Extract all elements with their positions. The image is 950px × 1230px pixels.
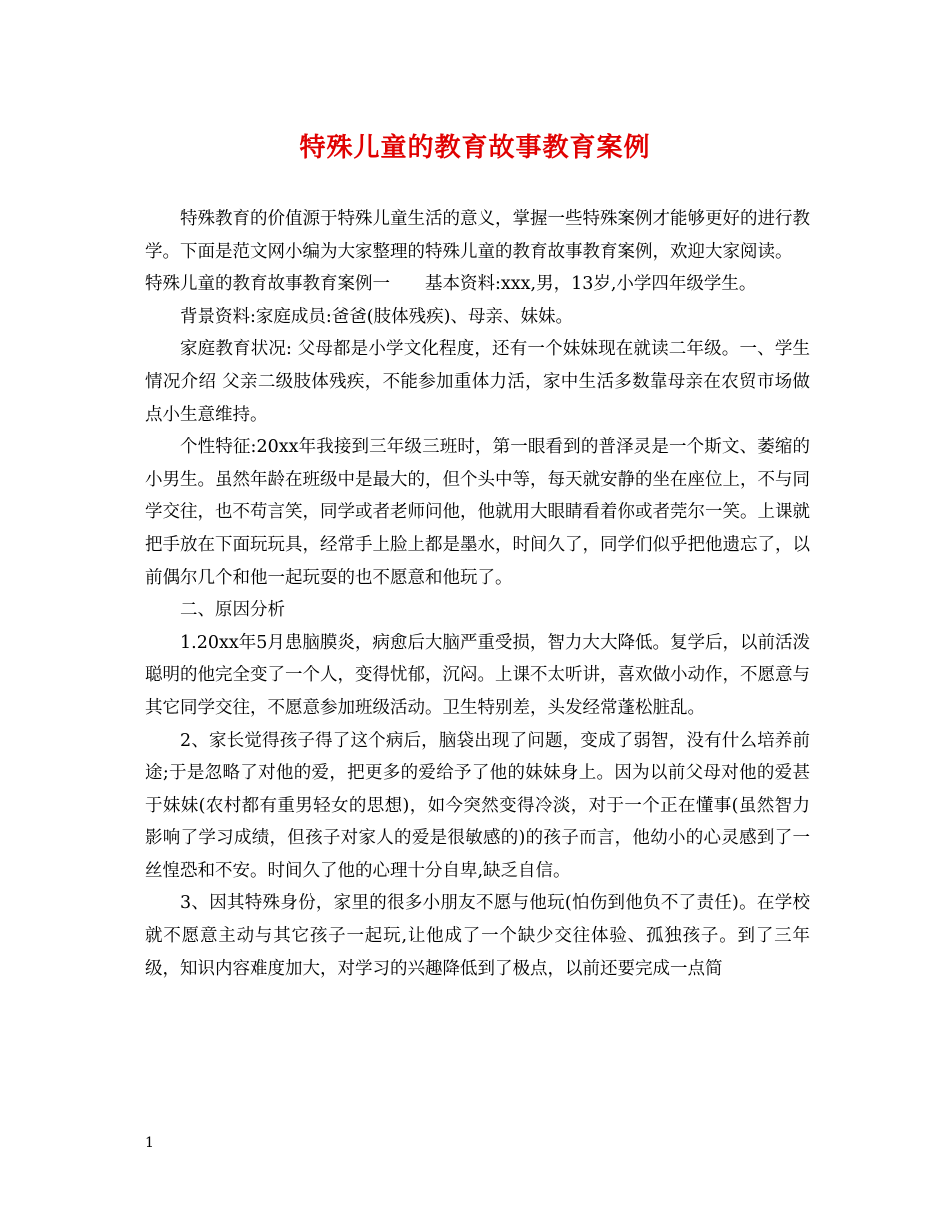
paragraph-cause-3: 3、因其特殊身份，家里的很多小朋友不愿与他玩(怕伤到他负不了责任)。在学校就不愿意主动与其它孩子一起玩,让他成了一个缺少交往体验、孤独孩子。到了三年级，知识内容难度加大，对学习的兴趣降低到了极点，以前还要完成一点简 — [145, 893, 810, 979]
paragraph-cause-2: 2、家长觉得孩子得了这个病后，脑袋出现了问题，变成了弱智，没有什么培养前途;于是忽略了对他的爱，把更多的爱给予了他的妹妹身上。因为以前父母对他的爱甚于妹妹(农村都有重男轻女的思想)，如今突然变得冷淡，对于一个正在懂事(虽然智力影响了学习成绩，但孩子对家人的爱是很敏感的)的孩子而言，他幼小的心灵感到了一丝惶恐和不安。时间久了他的心理十分自卑,缺乏自信。 — [145, 730, 810, 881]
paragraph-section-cause-heading: 二、原因分析 — [180, 600, 285, 621]
page-number: 1 — [145, 1135, 154, 1151]
paragraph-case-heading: 特殊儿童的教育故事教育案例一 基本资料:xxx,男，13岁,小学四年级学生。 — [145, 274, 757, 295]
paragraph-intro: 特殊教育的价值源于特殊儿童生活的意义，掌握一些特殊案例才能够更好的进行教学。下面是范文网小编为大家整理的特殊儿童的教育故事教育案例，欢迎大家阅读。 — [145, 209, 810, 262]
paragraph-family-education: 家庭教育状况: 父母都是小学文化程度，还有一个妹妹现在就读二年级。一、学生情况介绍 父亲二级肢体残疾，不能参加重体力活，家中生活多数靠母亲在农贸市场做点小生意维持。 — [145, 339, 810, 425]
paragraph-personality: 个性特征:20xx年我接到三年级三班时，第一眼看到的普泽灵是一个斯文、萎缩的小男生。虽然年龄在班级中是最大的，但个头中等，每天就安静的坐在座位上，不与同学交往，也不苟言笑，同学或者老师问他，他就用大眼睛看着你或者莞尔一笑。上课就把手放在下面玩玩具，经常手上脸上都是墨水，时间久了，同学们似乎把他遗忘了，以前偶尔几个和他一起玩耍的也不愿意和他玩了。 — [145, 437, 810, 588]
paragraph-background: 背景资料:家庭成员:爸爸(肢体残疾)、母亲、妹妹。 — [180, 306, 573, 327]
paragraph-cause-1: 1.20xx年5月患脑膜炎，病愈后大脑严重受损，智力大大降低。复学后，以前活泼聪明的他完全变了一个人，变得忧郁，沉闷。上课不太听讲，喜欢做小动作，不愿意与其它同学交往，不愿意参加班级活动。卫生特别差，头发经常蓬松脏乱。 — [145, 632, 810, 718]
document-title: 特殊儿童的教育故事教育案例 — [299, 133, 651, 163]
document-body — [145, 203, 810, 985]
